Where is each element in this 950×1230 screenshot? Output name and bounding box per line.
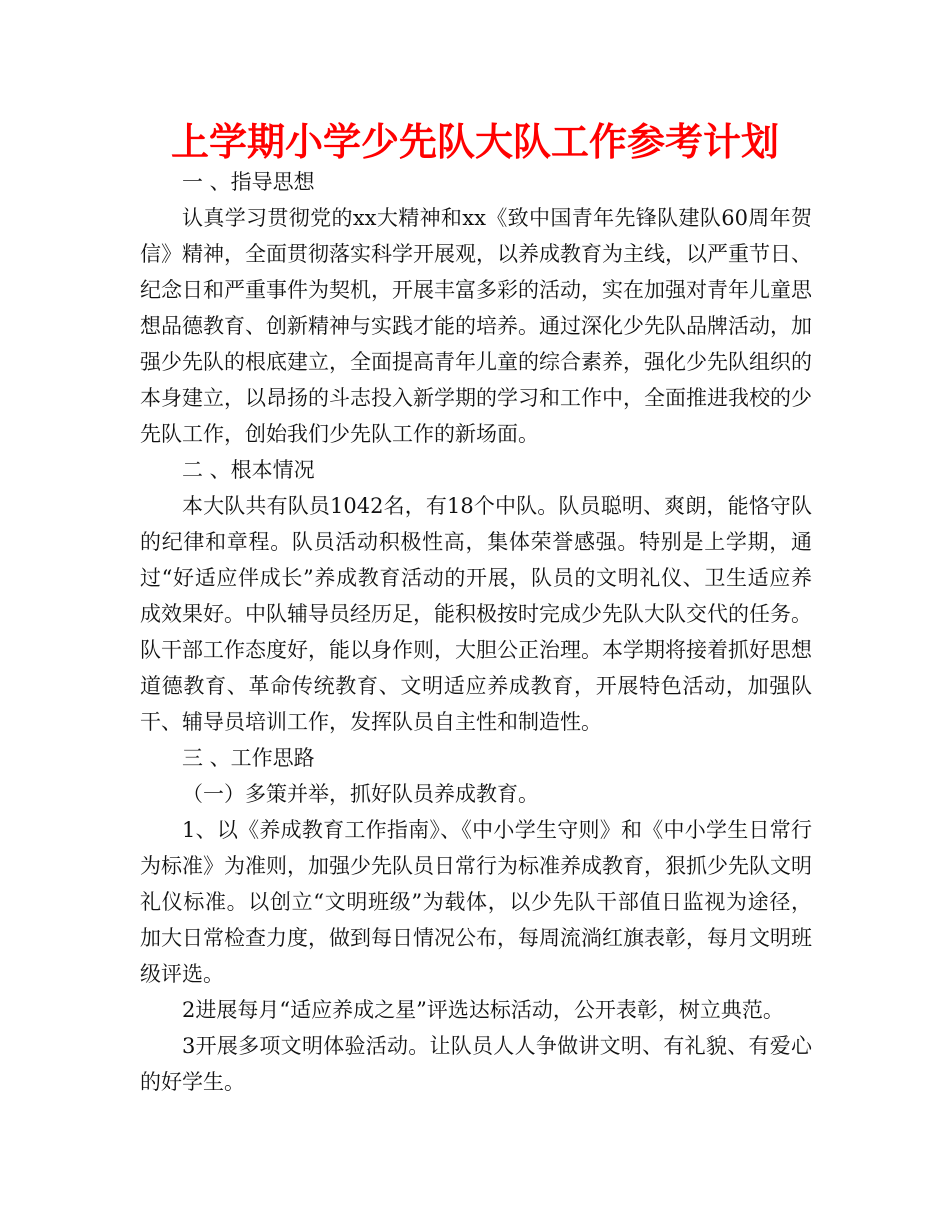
paragraph-basic-situation: 本大队共有队员1042名，有18个中队。队员聪明、爽朗，能恪守队的纪律和章程。队员活动积极性高，集体荣誉感强。特别是上学期，通过“好适应伴成长”养成教育活动的开展，队员的文明礼仪、卫生适应养成效果好。中队辅导员经历足，能积极按时完成少先队大队交代的任务。队干部工作态度好，能以身作则，大胆公正治理。本学期将接着抓好思想道德教育、革命传统教育、文明适应养成教育，开展特色活动，加强队干、辅导员培训工作，发挥队员自主性和制造性。: [140, 494, 812, 734]
section-heading-basic-situation: 二 、根本情况: [182, 458, 315, 482]
paragraph-guiding-ideology: 认真学习贯彻党的xx大精神和xx《致中国青年先锋队建队60周年贺信》精神，全面贯彻落实科学开展观，以养成教育为主线，以严重节日、纪念日和严重事件为契机，开展丰富多彩的活动，实在加强对青年儿童思想品德教育、创新精神与实践才能的培养。通过深化少先队品牌活动，加强少先队的根底建立，全面提高青年儿童的综合素养，强化少先队组织的本身建立，以昂扬的斗志投入新学期的学习和工作中，全面推进我校的少先队工作，创始我们少先队工作的新场面。: [140, 206, 812, 446]
list-item-2: 2进展每月“适应养成之星”评选达标活动，公开表彰，树立典范。: [182, 998, 784, 1022]
document-body: [140, 164, 812, 1100]
section-heading-guiding-ideology: 一 、指导思想: [182, 170, 315, 194]
list-item-3: 3开展多项文明体验活动。让队员人人争做讲文明、有礼貌、有爱心的好学生。: [140, 1034, 812, 1094]
document-title: 上学期小学少先队大队工作参考计划: [170, 120, 779, 164]
list-item-1: 1、以《养成教育工作指南》、《中小学生守则》和《中小学生日常行为标准》为准则，加强少先队员日常行为标准养成教育，狠抓少先队文明礼仪标准。以创立“文明班级”为载体，以少先队干部值日监视为途径，加大日常检查力度，做到每日情况公布，每周流淌红旗表彰，每月文明班级评选。: [140, 818, 812, 986]
subheading-habit-education: （一）多策并举，抓好队员养成教育。: [182, 782, 539, 806]
section-heading-work-approach: 三 、工作思路: [182, 746, 315, 770]
